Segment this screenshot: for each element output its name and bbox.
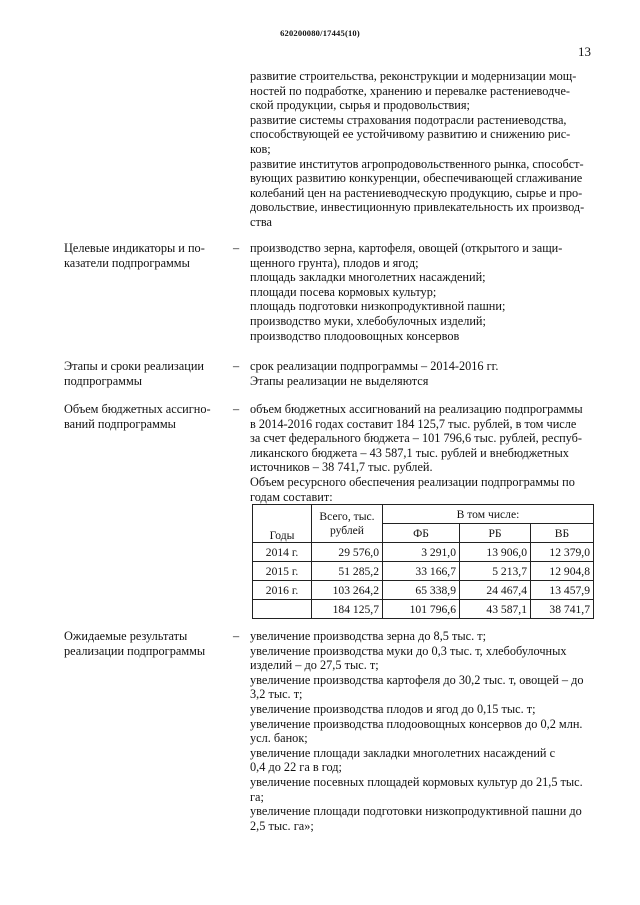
cell-year bbox=[253, 600, 312, 619]
text-line: щенного грунта), плодов и ягод; bbox=[250, 255, 419, 270]
cell-vb: 38 741,7 bbox=[531, 600, 594, 619]
budget-label: Объем бюджетных ассигно- ваний подпрограммы bbox=[64, 402, 211, 431]
text-line: производство плодоовощных консервов bbox=[250, 328, 460, 343]
page-number: 13 bbox=[578, 44, 591, 59]
text-line: развитие институтов агропродовольственного рынка, способст- bbox=[250, 156, 584, 171]
cell-rb: 13 906,0 bbox=[460, 543, 531, 562]
text-line: увеличение производства плодов и ягод до 0,15 тыс. т; bbox=[250, 701, 536, 716]
cell-fb: 101 796,6 bbox=[383, 600, 460, 619]
cell-rb: 24 467,4 bbox=[460, 581, 531, 600]
results-dash: – bbox=[233, 629, 240, 643]
cell-rb: 43 587,1 bbox=[460, 600, 531, 619]
text-line: увеличение площади закладки многолетних насаждений с bbox=[250, 745, 556, 760]
document-id: 620200080/17445(10) bbox=[280, 28, 360, 38]
cell-total: 103 264,2 bbox=[312, 581, 383, 600]
text-line: объем бюджетных ассигнований на реализацию подпрограммы bbox=[250, 402, 583, 416]
text-line: 2,5 тыс. га»; bbox=[250, 818, 314, 833]
text-line: увеличение производства зерна до 8,5 тыс. т; bbox=[250, 629, 487, 643]
text-line: развитие строительства, реконструкции и модернизации мощ- bbox=[250, 69, 577, 83]
text-line: за счет федерального бюджета – 101 796,6 тыс. рублей, респуб- bbox=[250, 431, 583, 446]
text-line: развитие системы страхования подотрасли растениеводства, bbox=[250, 112, 567, 127]
cell-fb: 3 291,0 bbox=[383, 543, 460, 562]
table-row bbox=[253, 562, 594, 581]
cell-vb: 12 904,8 bbox=[531, 562, 594, 581]
cell-vb: 12 379,0 bbox=[531, 543, 594, 562]
text-line: усл. банок; bbox=[250, 731, 308, 746]
text-line: ностей по подработке, хранению и перевалке растениеводче- bbox=[250, 83, 571, 98]
text-line: производство зерна, картофеля, овощей (открытого и защи- bbox=[250, 241, 563, 255]
header-vb: ВБ bbox=[531, 524, 594, 543]
cell-total: 51 285,2 bbox=[312, 562, 383, 581]
stages-dash: – bbox=[233, 359, 240, 373]
text-line: увеличение посевных площадей кормовых культур до 21,5 тыс. bbox=[250, 774, 583, 789]
text-line: увеличение площади подготовки низкопродуктивной пашни до bbox=[250, 804, 582, 819]
header-total: Всего, тыс. рублей bbox=[312, 505, 383, 543]
header-rb: РБ bbox=[460, 524, 531, 543]
header-group: В том числе: bbox=[383, 505, 594, 524]
text-line: 0,4 до 22 га в год; bbox=[250, 760, 342, 775]
text-line: источников – 38 741,7 тыс. рублей. bbox=[250, 460, 433, 475]
table-row bbox=[253, 581, 594, 600]
text-line: площади посева кормовых культур; bbox=[250, 284, 437, 299]
text-line: ликанского бюджета – 43 587,1 тыс. рублей и внебюджетных bbox=[250, 445, 569, 460]
text-line: увеличение производства муки до 0,3 тыс. т, хлебобулочных bbox=[250, 643, 567, 658]
results-label: Ожидаемые результаты реализации подпрограммы bbox=[64, 629, 206, 658]
cell-total: 29 576,0 bbox=[312, 543, 383, 562]
indicators-list bbox=[250, 241, 602, 343]
text-line: ков; bbox=[250, 141, 271, 156]
header-years: Годы bbox=[253, 505, 312, 543]
text-line: ской продукции, сырья и продовольствия; bbox=[250, 98, 470, 113]
budget-text bbox=[250, 402, 602, 504]
text-line: 3,2 тыс. т; bbox=[250, 687, 303, 702]
text-line: годам составит: bbox=[250, 489, 333, 504]
cell-fb: 65 338,9 bbox=[383, 581, 460, 600]
indicators-label: Целевые индикаторы и по- казатели подпрограммы bbox=[64, 241, 205, 270]
text-line: Этапы реализации не выделяются bbox=[250, 373, 429, 388]
text-line: площадь закладки многолетних насаждений; bbox=[250, 270, 486, 285]
text-line: срок реализации подпрограммы – 2014-2016 гг. bbox=[250, 359, 499, 373]
text-line: площадь подготовки низкопродуктивной пашни; bbox=[250, 299, 506, 314]
text-line: колебаний цен на растениеводческую продукцию, сырье и про- bbox=[250, 185, 583, 200]
text-line: вующих развитию конкуренции, обеспечивающей сглаживание bbox=[250, 171, 583, 186]
text-line: увеличение производства плодоовощных консервов до 0,2 млн. bbox=[250, 716, 583, 731]
intro-paragraph bbox=[250, 69, 602, 230]
text-line: Объем ресурсного обеспечения реализации подпрограммы по bbox=[250, 474, 575, 489]
text-line: ства bbox=[250, 214, 272, 229]
text-line: способствующей ее устойчивому развитию и снижению рис- bbox=[250, 127, 571, 142]
header-fb: ФБ bbox=[383, 524, 460, 543]
cell-year: 2016 г. bbox=[253, 581, 312, 600]
indicators-dash: – bbox=[233, 241, 240, 255]
text-line: изделий – до 27,5 тыс. т; bbox=[250, 658, 379, 673]
results-list bbox=[250, 629, 602, 833]
table-row bbox=[253, 543, 594, 562]
budget-table bbox=[252, 504, 594, 619]
table-row-total bbox=[253, 600, 594, 619]
cell-fb: 33 166,7 bbox=[383, 562, 460, 581]
stages-text bbox=[250, 359, 602, 388]
cell-rb: 5 213,7 bbox=[460, 562, 531, 581]
cell-vb: 13 457,9 bbox=[531, 581, 594, 600]
cell-year: 2014 г. bbox=[253, 543, 312, 562]
stages-label: Этапы и сроки реализации подпрограммы bbox=[64, 359, 204, 388]
cell-total: 184 125,7 bbox=[312, 600, 383, 619]
text-line: производство муки, хлебобулочных изделий; bbox=[250, 313, 486, 328]
text-line: увеличение производства картофеля до 30,2 тыс. т, овощей – до bbox=[250, 672, 584, 687]
text-line: га; bbox=[250, 789, 264, 804]
text-line: в 2014-2016 годах составит 184 125,7 тыс. рублей, в том числе bbox=[250, 416, 577, 431]
budget-dash: – bbox=[233, 402, 240, 416]
cell-year: 2015 г. bbox=[253, 562, 312, 581]
text-line: довольствие, инвестиционную привлекательность их производ- bbox=[250, 200, 585, 215]
